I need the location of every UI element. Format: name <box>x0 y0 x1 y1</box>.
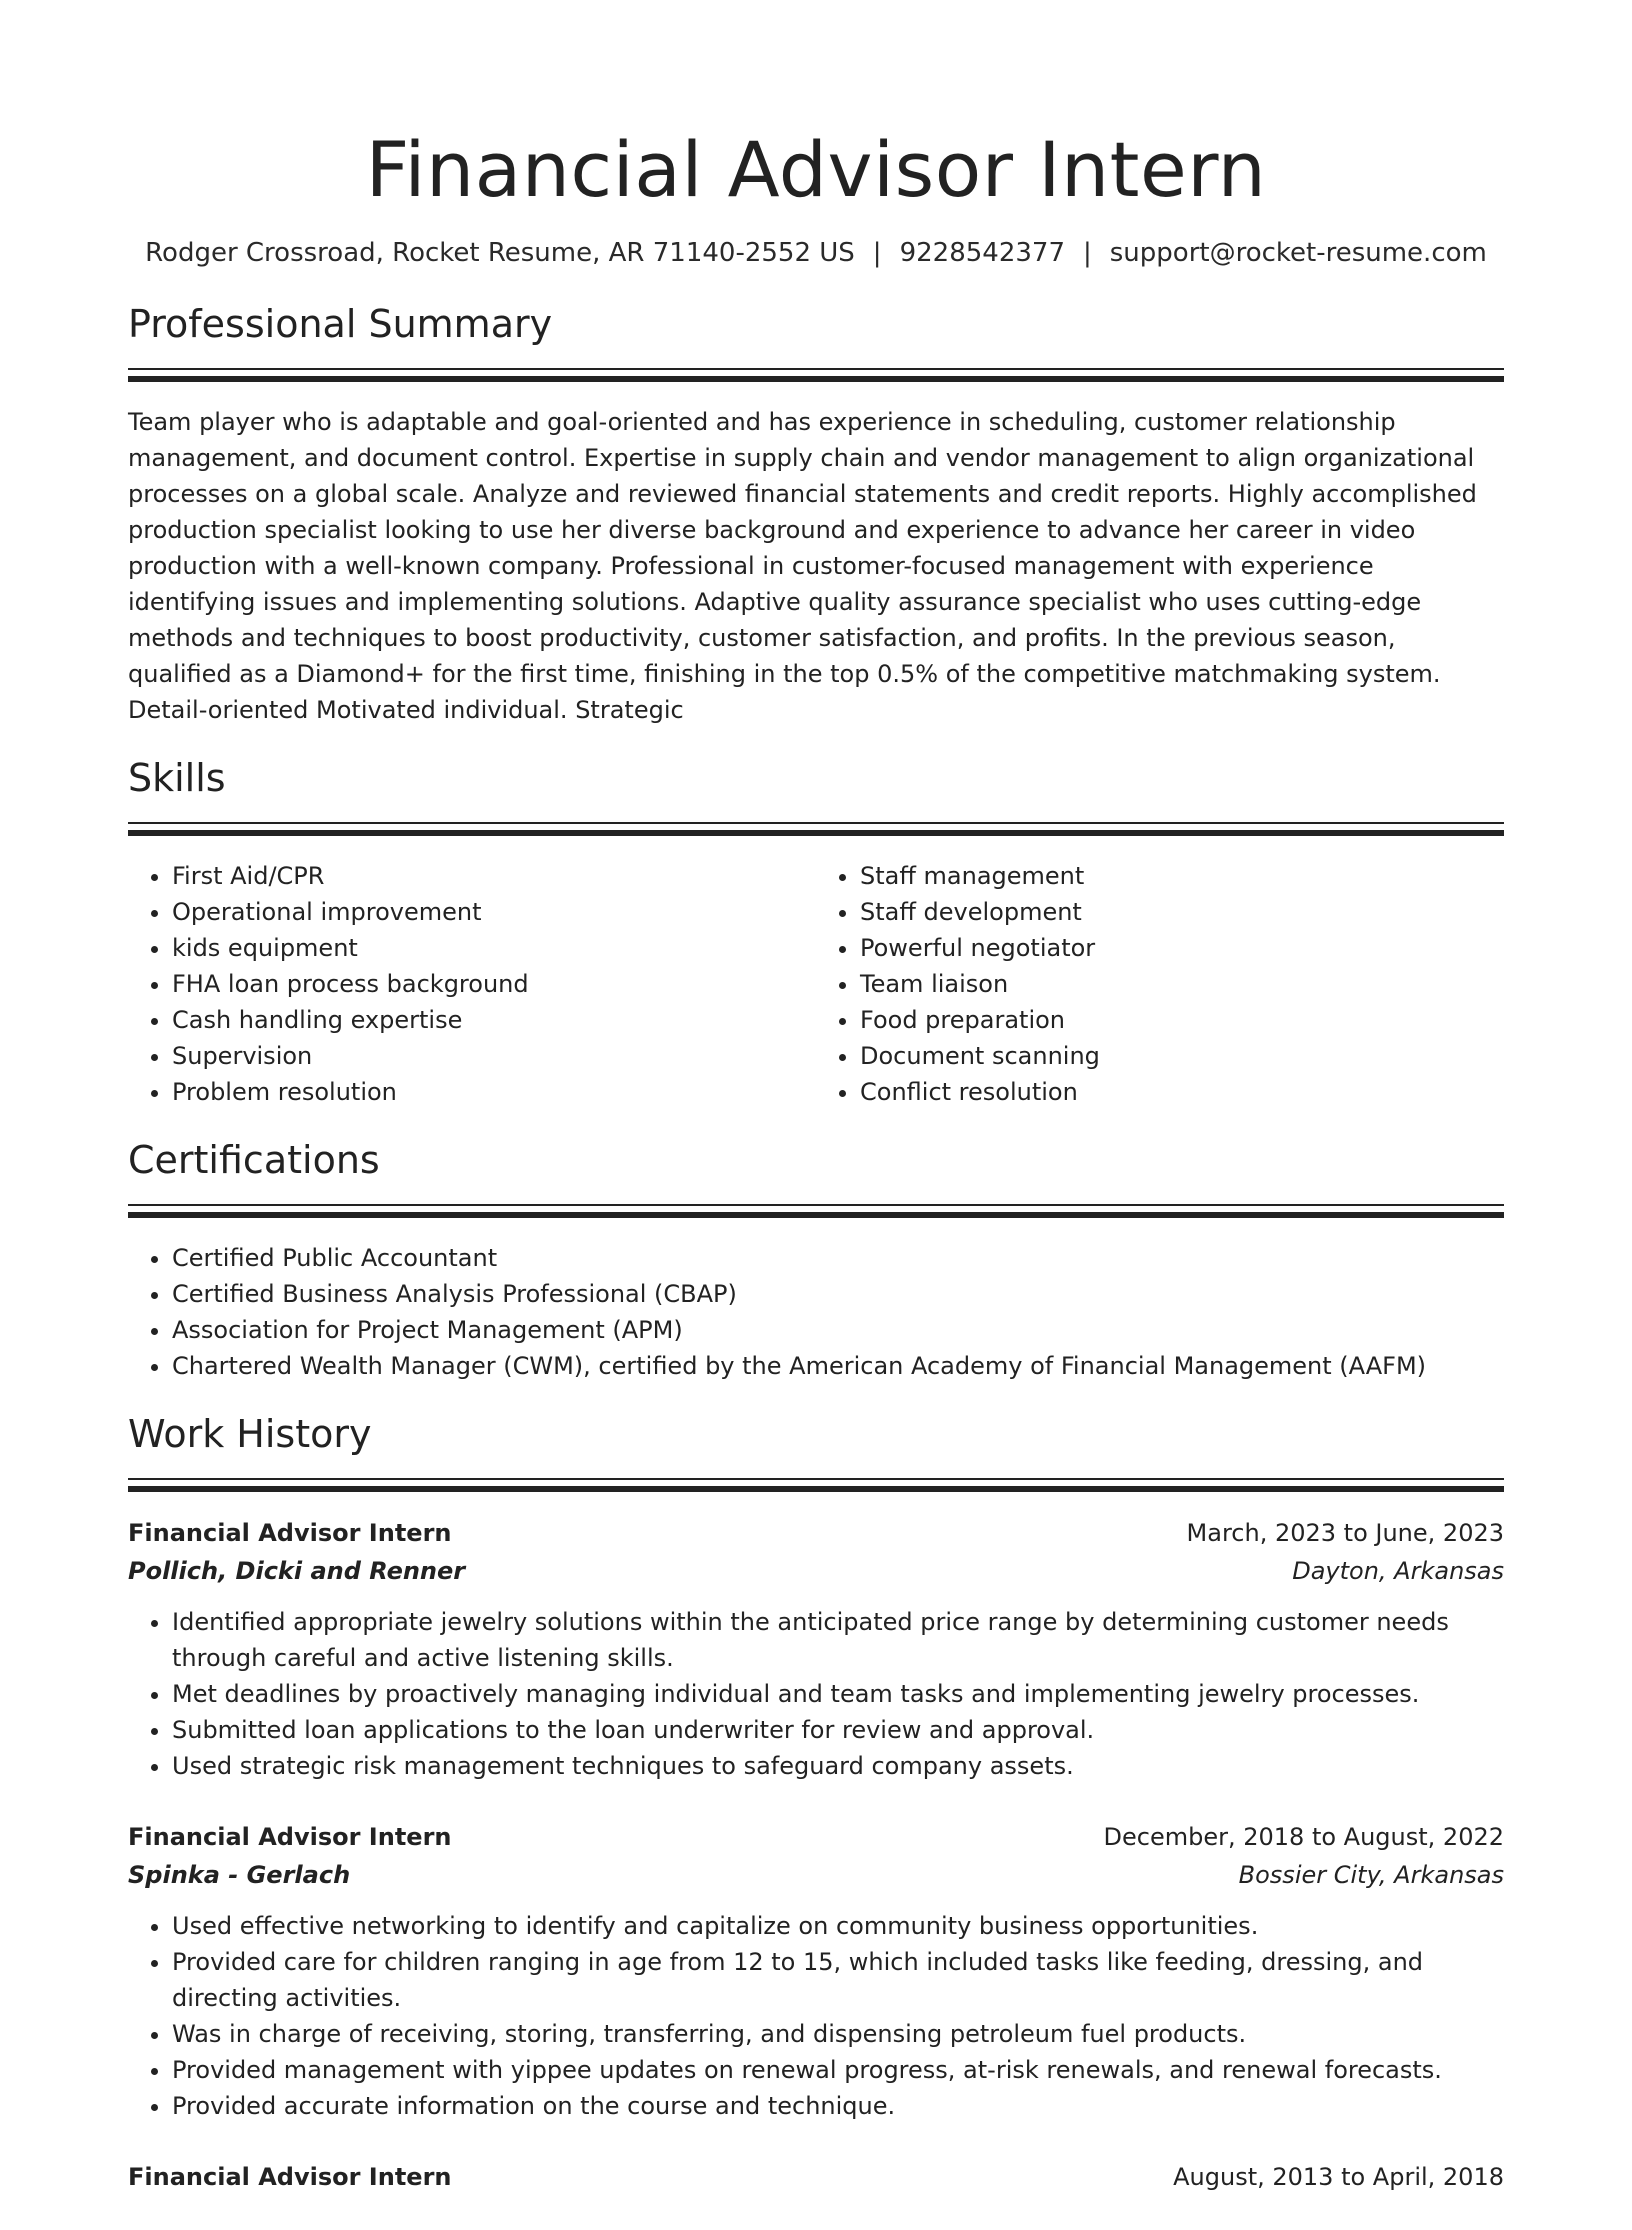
certification-item: • Certified Public Accountant <box>172 1240 1504 1276</box>
contact-phone: 9228542377 <box>899 238 1065 268</box>
job-bullet: • Identified appropriate jewelry solutions within the anticipated price range by determining customer needs through careful and active listening skills. <box>172 1604 1504 1676</box>
job-bullets <box>128 1908 1504 2124</box>
job-bullet: • Used effective networking to identify and capitalize on community business opportunities. <box>172 1908 1504 1944</box>
certification-item: • Chartered Wealth Manager (CWM), certified by the American Academy of Financial Management (AAFM) <box>172 1348 1504 1384</box>
job-bullet: • Met deadlines by proactively managing individual and team tasks and implementing jewelry processes. <box>172 1676 1504 1712</box>
certifications-section <box>128 1136 1504 1384</box>
job-entry <box>128 2158 1504 2196</box>
contact-separator: | <box>1082 238 1092 268</box>
job-bullet: • Used strategic risk management techniques to safeguard company assets. <box>172 1748 1504 1784</box>
job-dates: March, 2023 to June, 2023 <box>1186 1519 1504 1547</box>
job-company: Pollich, Dicki and Renner <box>128 1557 466 1585</box>
skill-item: • kids equipment <box>172 930 816 966</box>
skill-item: • Team liaison <box>860 966 1504 1002</box>
skill-item: • First Aid/CPR <box>172 858 816 894</box>
job-bullets <box>128 1604 1504 1784</box>
job-location: Dayton, Arkansas <box>1292 1557 1504 1585</box>
job-bullet: • Provided accurate information on the course and technique. <box>172 2088 1504 2124</box>
job-bullet: • Provided management with yippee updates on renewal progress, at-risk renewals, and renewal forecasts. <box>172 2052 1504 2088</box>
job-entry <box>128 1514 1504 1784</box>
job-bullet: • Submitted loan applications to the loan underwriter for review and approval. <box>172 1712 1504 1748</box>
job-title: Financial Advisor Intern <box>128 1823 452 1851</box>
certifications-list <box>128 1240 1504 1384</box>
skill-item: • Cash handling expertise <box>172 1002 816 1038</box>
job-entry <box>128 1818 1504 2124</box>
summary-section <box>128 300 1504 728</box>
contact-email[interactable]: support@rocket-resume.com <box>1109 238 1487 268</box>
certification-item: • Association for Project Management (APM) <box>172 1312 1504 1348</box>
job-title: Financial Advisor Intern <box>128 2163 452 2191</box>
skills-list-right <box>816 858 1504 1110</box>
skills-list-left <box>128 858 816 1110</box>
skill-item: • FHA loan process background <box>172 966 816 1002</box>
work-history-section <box>128 1410 1504 2196</box>
skill-item: • Supervision <box>172 1038 816 1074</box>
section-title-skills: Skills <box>128 756 226 800</box>
job-title: Financial Advisor Intern <box>128 1519 452 1547</box>
job-dates: December, 2018 to August, 2022 <box>1103 1823 1504 1851</box>
skill-item: • Staff development <box>860 894 1504 930</box>
skill-item: • Food preparation <box>860 1002 1504 1038</box>
resume-content <box>128 118 1504 2230</box>
job-bullet: • Was in charge of receiving, storing, transferring, and dispensing petroleum fuel products. <box>172 2016 1504 2052</box>
job-bullet: • Provided care for children ranging in age from 12 to 15, which included tasks like feeding, dressing, and directing activities. <box>172 1944 1504 2016</box>
section-title-certifications: Certifications <box>128 1138 380 1182</box>
job-company: Spinka - Gerlach <box>128 1861 351 1889</box>
resume-name: Financial Advisor Intern <box>365 125 1267 214</box>
contact-separator: | <box>872 238 882 268</box>
skill-item: • Conflict resolution <box>860 1074 1504 1110</box>
certification-item: • Certified Business Analysis Professional (CBAP) <box>172 1276 1504 1312</box>
job-dates: August, 2013 to April, 2018 <box>1173 2163 1504 2191</box>
skill-item: • Problem resolution <box>172 1074 816 1110</box>
section-divider <box>128 368 1504 382</box>
contact-line <box>128 236 1504 270</box>
summary-text: Team player who is adaptable and goal-oriented and has experience in scheduling, customer relationship management, and document control. Expertise in supply chain and vendor management to align organizational processes on a global scale. Analyze and reviewed financial statements and credit reports. Highly accomplished production specialist looking to use her diverse background and experience to advance her career in video production with a well-known company. Professional in customer-focused management with experience identifying issues and implementing solutions. Adaptive quality assurance specialist who uses cutting-edge methods and techniques to boost productivity, customer satisfaction, and profits. In the previous season, qualified as a Diamond+ for the first time, finishing in the top 0.5% of the competitive matchmaking system. Detail-oriented Motivated individual. Strategic <box>128 408 1477 724</box>
section-divider <box>128 822 1504 836</box>
section-title-summary: Professional Summary <box>128 302 553 346</box>
skills-section <box>128 754 1504 1110</box>
contact-address: Rodger Crossroad, Rocket Resume, AR 71140-2552 US <box>145 238 855 268</box>
section-title-work-history: Work History <box>128 1412 372 1456</box>
section-divider <box>128 1204 1504 1218</box>
skill-item: • Operational improvement <box>172 894 816 930</box>
skill-item: • Document scanning <box>860 1038 1504 1074</box>
job-location: Bossier City, Arkansas <box>1238 1861 1504 1889</box>
skill-item: • Powerful negotiator <box>860 930 1504 966</box>
skill-item: • Staff management <box>860 858 1504 894</box>
section-divider <box>128 1478 1504 1492</box>
skills-columns <box>128 858 1504 1110</box>
